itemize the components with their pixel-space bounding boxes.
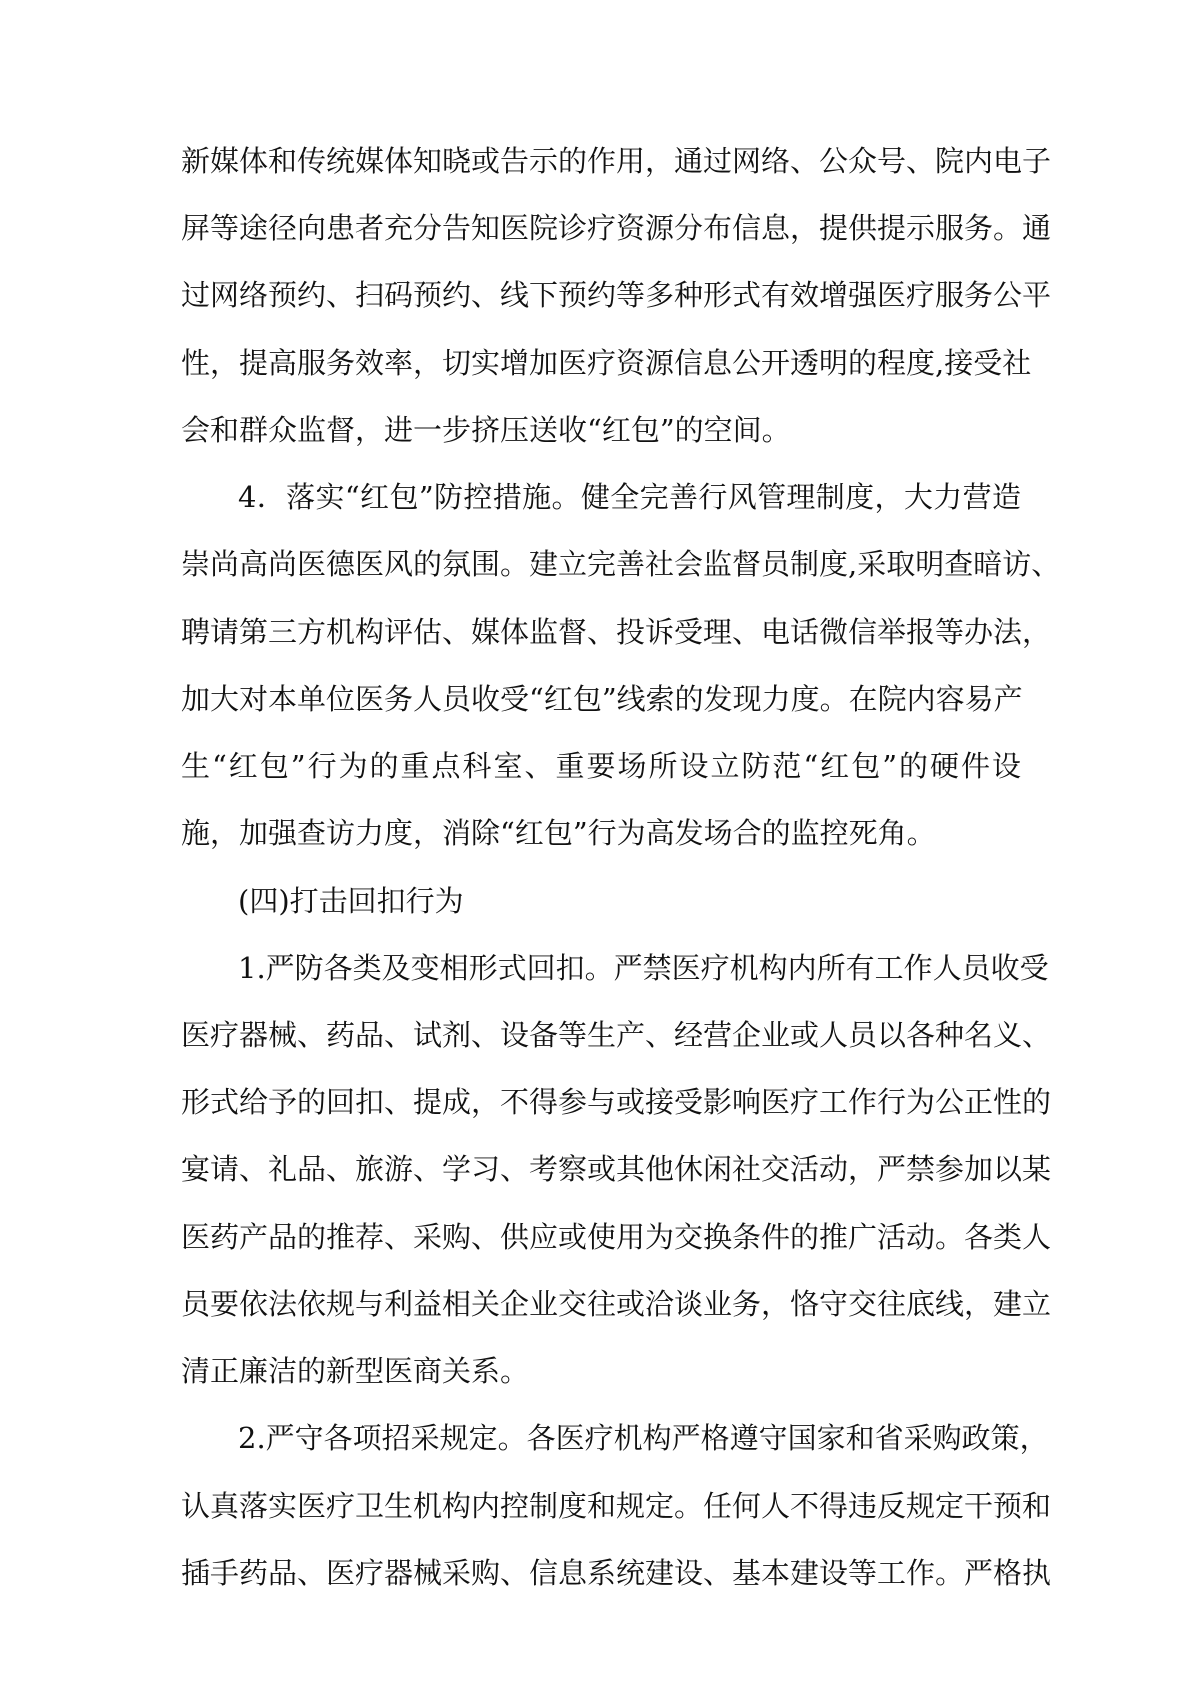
paragraph-line: 施，加强查访力度，消除“红包”行为高发场合的监控死角。 bbox=[181, 816, 936, 850]
paragraph-line: 加大对本单位医务人员收受“红包”线索的发现力度。在院内容易产 bbox=[181, 682, 1023, 716]
paragraph-line: 员要依法依规与利益相关企业交往或洽谈业务，恪守交往底线，建立 bbox=[181, 1287, 1052, 1321]
paragraph-line: 生“红包”行为的重点科室、重要场所设立防范“红包”的硬件设 bbox=[181, 749, 1021, 783]
paragraph-line: 崇尚高尚医德医风的氛围。建立完善社会监督员制度,采取明查暗访、 bbox=[181, 547, 1061, 581]
paragraph-line: 性，提高服务效率，切实增加医疗资源信息公开透明的程度,接受社 bbox=[181, 346, 1032, 380]
paragraph-line: 认真落实医疗卫生机构内控制度和规定。任何人不得违反规定干预和 bbox=[181, 1489, 1052, 1523]
paragraph-line: 1.严防各类及变相形式回扣。严禁医疗机构内所有工作人员收受 bbox=[238, 951, 1049, 985]
paragraph-line: 新媒体和传统媒体知晓或告示的作用，通过网络、公众号、院内电子 bbox=[181, 144, 1052, 178]
paragraph-line: 清正廉洁的新型医商关系。 bbox=[181, 1354, 530, 1388]
paragraph-line: 医药产品的推荐、采购、供应或使用为交换条件的推广活动。各类人 bbox=[181, 1220, 1052, 1254]
paragraph-line: 2.严守各项招采规定。各医疗机构严格遵守国家和省采购政策， bbox=[238, 1421, 1049, 1455]
paragraph-line: 屏等途径向患者充分告知医院诊疗资源分布信息，提供提示服务。通 bbox=[181, 211, 1052, 245]
paragraph-line: 医疗器械、药品、试剂、设备等生产、经营企业或人员以各种名义、 bbox=[181, 1018, 1052, 1052]
paragraph-line: 宴请、礼品、旅游、学习、考察或其他休闲社交活动，严禁参加以某 bbox=[181, 1152, 1052, 1186]
paragraph-line: 会和群众监督，进一步挤压送收“红包”的空间。 bbox=[181, 413, 791, 447]
paragraph-line: 聘请第三方机构评估、媒体监督、投诉受理、电话微信举报等办法， bbox=[181, 615, 1052, 649]
paragraph-line: 4．落实“红包”防控措施。健全完善行风管理制度，大力营造 bbox=[238, 480, 1021, 514]
paragraph-line: 过网络预约、扫码预约、线下预约等多种形式有效增强医疗服务公平 bbox=[181, 278, 1052, 312]
paragraph-line: 形式给予的回扣、提成，不得参与或接受影响医疗工作行为公正性的 bbox=[181, 1085, 1052, 1119]
paragraph-line: 插手药品、医疗器械采购、信息系统建设、基本建设等工作。严格执 bbox=[181, 1556, 1052, 1590]
section-heading: (四)打击回扣行为 bbox=[238, 884, 464, 918]
